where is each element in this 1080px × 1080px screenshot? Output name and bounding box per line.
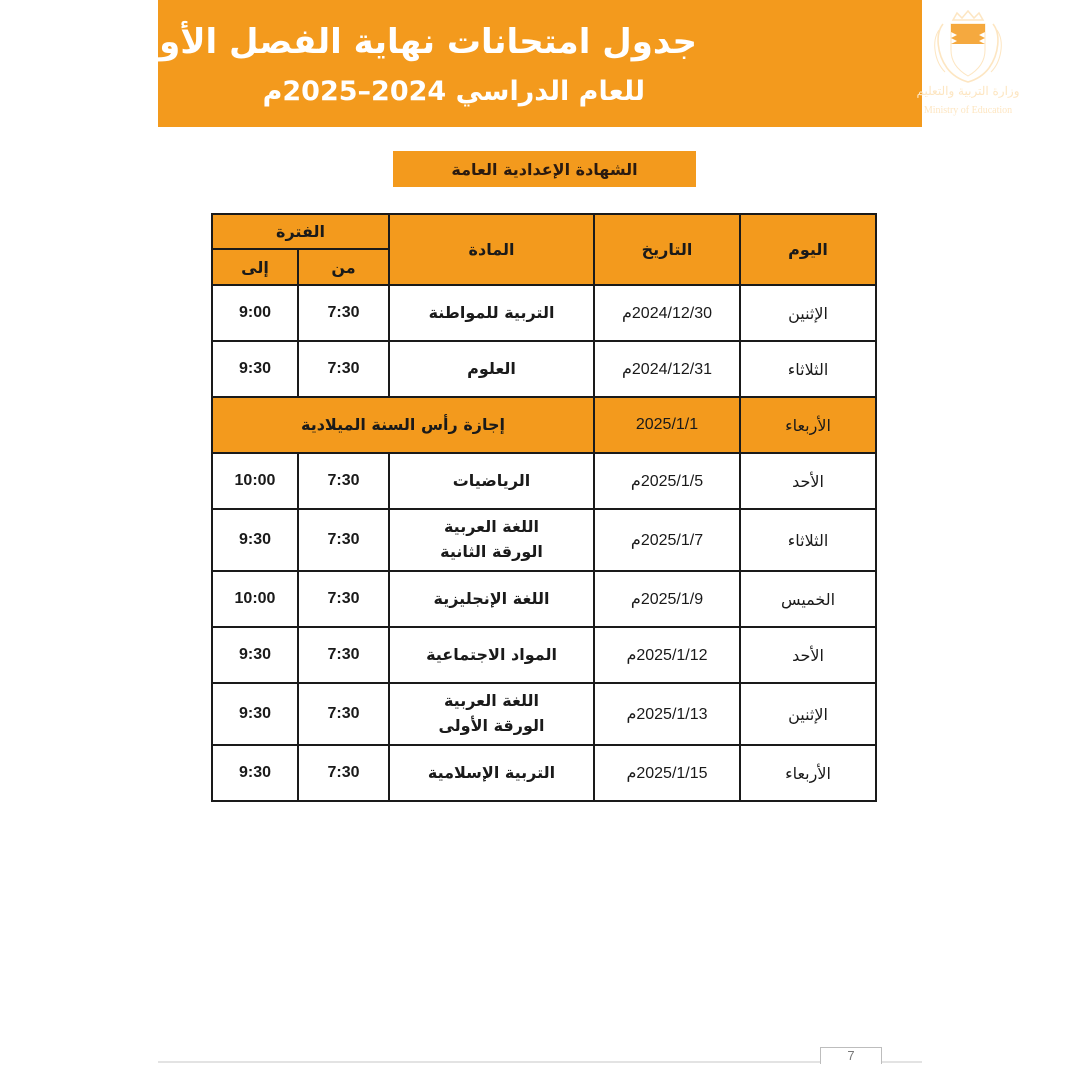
logo-caption-arabic: وزارة التربية والتعليم (916, 84, 1020, 98)
date: 2025/1/1 (594, 397, 740, 453)
time-to: 9:30 (212, 683, 298, 745)
table-row (212, 683, 876, 745)
table-row (212, 571, 876, 627)
bahrain-emblem-icon (913, 10, 1023, 84)
day: الثلاثاء (740, 341, 876, 397)
certificate-label (393, 151, 696, 187)
subject: المواد الاجتماعية (389, 627, 594, 683)
time-from: 7:30 (298, 571, 389, 627)
time-to: 9:00 (212, 285, 298, 341)
header-subject: المادة (389, 214, 594, 285)
time-to: 9:30 (212, 341, 298, 397)
time-from: 7:30 (298, 745, 389, 801)
day: الإثنين (740, 285, 876, 341)
header-day: اليوم (740, 214, 876, 285)
table-row (212, 285, 876, 341)
time-from: 7:30 (298, 683, 389, 745)
certificate-label-text: الشهادة الإعدادية العامة (451, 159, 638, 179)
page-number: 7 (820, 1047, 882, 1064)
subject-line2: الورقة الثانية (440, 542, 543, 561)
table-row (212, 745, 876, 801)
logo-caption-english: Ministry of Education (923, 105, 1013, 116)
date: 2025/1/5م (594, 453, 740, 509)
subject: الرياضيات (389, 453, 594, 509)
time-to: 9:30 (212, 509, 298, 571)
day: الأربعاء (740, 745, 876, 801)
date: 2024/12/30م (594, 285, 740, 341)
header-from: من (298, 249, 389, 285)
time-to: 10:00 (212, 453, 298, 509)
time-to: 9:30 (212, 627, 298, 683)
table-row (212, 341, 876, 397)
table-row (212, 627, 876, 683)
time-from: 7:30 (298, 627, 389, 683)
page-subtitle-year: للعام الدراسي 2024–2025م (262, 76, 645, 107)
subject-line1: اللغة العربية (443, 517, 540, 537)
date: 2025/1/13م (594, 683, 740, 745)
holiday-label: إجازة رأس السنة الميلادية (212, 397, 594, 453)
time-to: 10:00 (212, 571, 298, 627)
subject: التربية الإسلامية (389, 745, 594, 801)
exam-schedule-table (211, 213, 877, 802)
day: الأحد (740, 453, 876, 509)
time-from: 7:30 (298, 285, 389, 341)
header-band (129, 0, 1020, 127)
time-to: 9:30 (212, 745, 298, 801)
holiday-row (212, 397, 876, 453)
date: 2025/1/7م (594, 509, 740, 571)
header-period: الفترة (212, 214, 389, 249)
header-to: إلى (212, 249, 298, 285)
day: الإثنين (740, 683, 876, 745)
footer-divider (158, 1061, 922, 1063)
subject: التربية للمواطنة (389, 285, 594, 341)
table-row (212, 509, 876, 571)
time-from: 7:30 (298, 341, 389, 397)
table-header-row (212, 214, 876, 249)
date: 2025/1/9م (594, 571, 740, 627)
subject-line2: الورقة الأولى (438, 716, 545, 735)
day: الأحد (740, 627, 876, 683)
subject (389, 509, 594, 571)
ministry-logo (913, 10, 1023, 122)
date: 2024/12/31م (594, 341, 740, 397)
header-date: التاريخ (594, 214, 740, 285)
subject-line1: اللغة العربية (443, 691, 540, 711)
subject (389, 683, 594, 745)
subject: العلوم (389, 341, 594, 397)
date: 2025/1/15م (594, 745, 740, 801)
subject: اللغة الإنجليزية (389, 571, 594, 627)
table-row (212, 453, 876, 509)
time-from: 7:30 (298, 509, 389, 571)
day: الخميس (740, 571, 876, 627)
page-title: جدول امتحانات نهاية الفصل الأول (129, 22, 697, 62)
day: الأربعاء (740, 397, 876, 453)
time-from: 7:30 (298, 453, 389, 509)
day: الثلاثاء (740, 509, 876, 571)
date: 2025/1/12م (594, 627, 740, 683)
